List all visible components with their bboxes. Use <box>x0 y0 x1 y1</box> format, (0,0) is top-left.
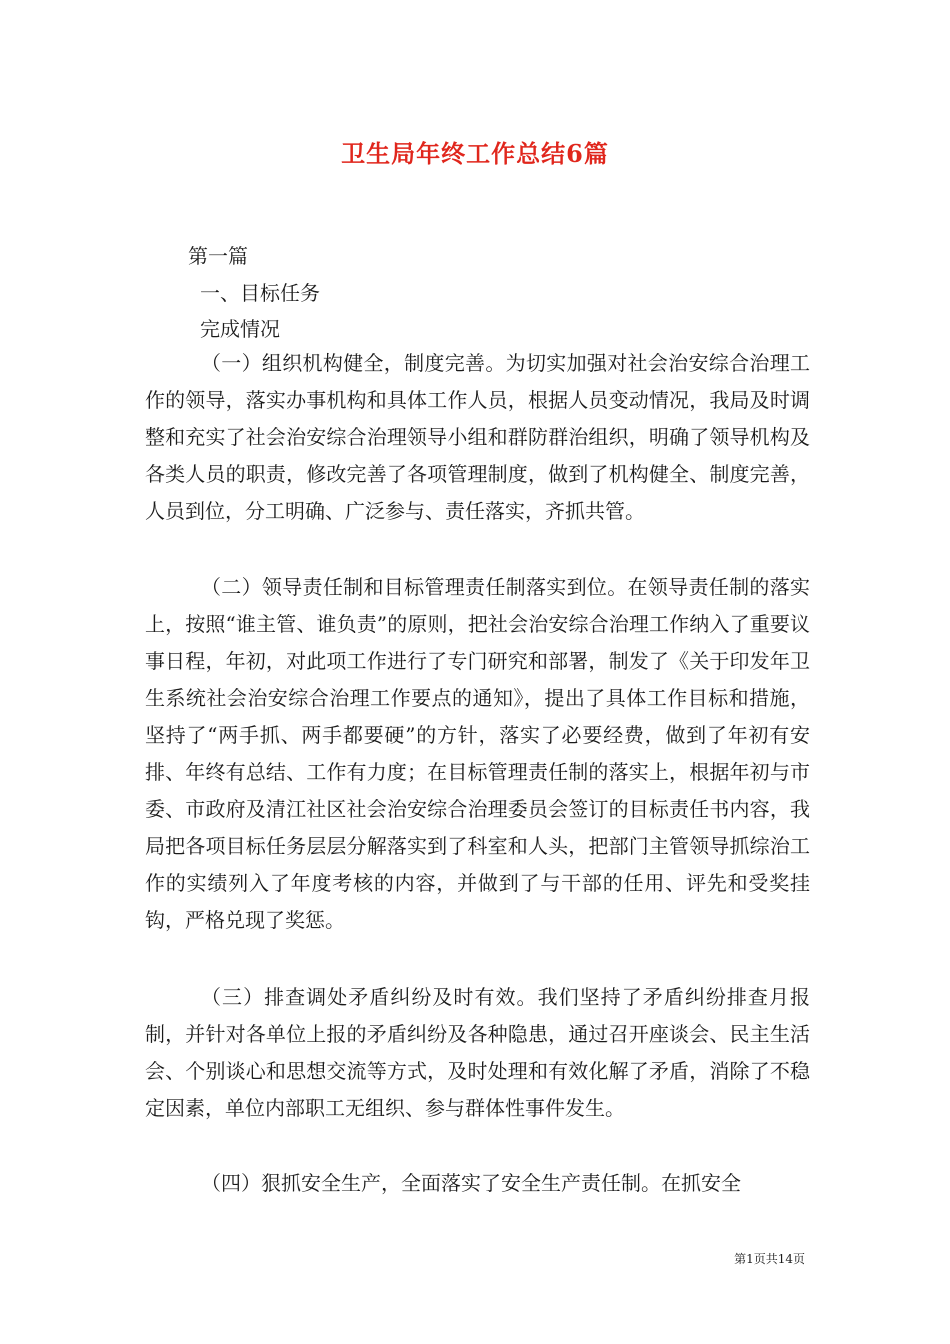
paragraph-2: （二）领导责任制和目标管理责任制落实到位。在领导责任制的落实上，按照“谁主管、谁负责”的原则，把社会治安综合治理工作纳入了重要议事日程，年初，对此项工作进行了专门研究和部署，制发了《关于印发年卫生系统社会治安综合治理工作要点的通知》，提出了具体工作目标和措施，坚持了“两手抓、两手都要硬”的方针，落实了必要经费，做到了年初有安排、年终有总结、工作有力度；在目标管理责任制的落实上，根据年初与市委、市政府及清江社区社会治安综合治理委员会签订的目标责任书内容，我局把各项目标任务层层分解落实到了科室和人头，把部门主管领导抓综治工作的实绩列入了年度考核的内容，并做到了与干部的任用、评先和受奖挂钩，严格兑现了奖惩。 <box>145 575 810 932</box>
page-number: 第1页共14页 <box>734 1252 805 1266</box>
section-heading: 第一篇 <box>188 244 248 268</box>
goal-heading: 一、目标任务 <box>200 281 320 305</box>
paragraph-3: （三）排查调处矛盾纠纷及时有效。我们坚持了矛盾纠纷排查月报制，并针对各单位上报的矛盾纠纷及各种隐患，通过召开座谈会、民主生活会、个别谈心和思想交流等方式，及时处理和有效化解了矛盾，消除了不稳定因素，单位内部职工无组织、参与群体性事件发生。 <box>145 985 810 1120</box>
status-heading: 完成情况 <box>200 317 280 341</box>
document-title: 卫生局年终工作总结6篇 <box>341 139 609 168</box>
paragraph-1: （一）组织机构健全，制度完善。为切实加强对社会治安综合治理工作的领导，落实办事机构和具体工作人员，根据人员变动情况，我局及时调整和充实了社会治安综合治理领导小组和群防群治组织，明确了领导机构及各类人员的职责，修改完善了各项管理制度，做到了机构健全、制度完善，人员到位，分工明确、广泛参与、责任落实，齐抓共管。 <box>145 351 810 523</box>
paragraph-4: （四）狠抓安全生产，全面落实了安全生产责任制。在抓安全 <box>201 1171 741 1195</box>
